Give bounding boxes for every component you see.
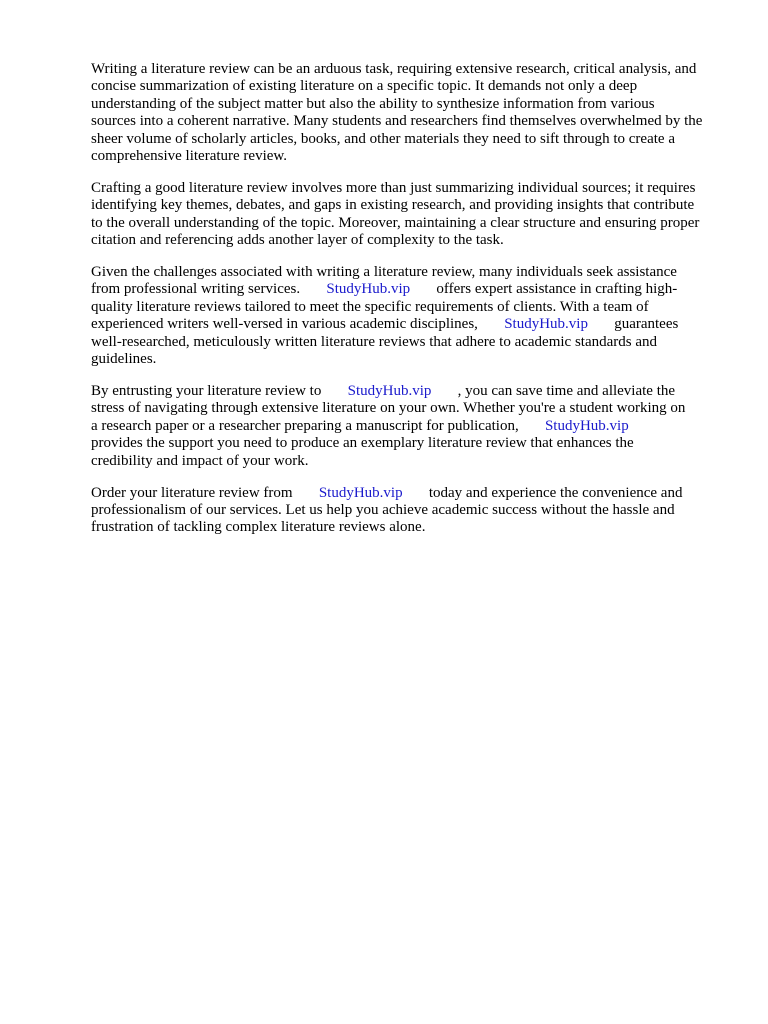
text-line	[91, 383, 727, 400]
text-segment: stress of navigating through extensive literature on your own. Whether you're a student working on	[91, 400, 686, 417]
text-line	[91, 453, 727, 470]
text-line	[91, 180, 727, 197]
text-segment: sources into a coherent narrative. Many students and researchers find themselves overwhelmed by the	[91, 113, 703, 130]
studyhub-link[interactable]: StudyHub.vip	[504, 316, 588, 333]
text-segment: experienced writers well-versed in various academic disciplines,	[91, 316, 478, 333]
text-line	[91, 264, 727, 281]
studyhub-link[interactable]: StudyHub.vip	[544, 417, 629, 434]
text-segment: , you can save time and alleviate the	[457, 383, 676, 399]
text-segment: sheer volume of scholarly articles, books, and other materials they need to sift through to create a	[91, 130, 675, 147]
paragraph	[91, 383, 727, 470]
text-segment: well-researched, meticulously written literature reviews that adhere to academic standards and	[91, 333, 658, 350]
text-line	[91, 281, 727, 298]
text-segment: credibility and impact of your work.	[91, 452, 309, 469]
text-line	[91, 519, 727, 536]
text-line	[91, 418, 727, 435]
text-line	[91, 96, 727, 113]
text-segment: guidelines.	[91, 351, 157, 368]
text-line	[91, 334, 727, 351]
paragraph	[91, 180, 727, 250]
text-segment: By entrusting your literature review to	[91, 383, 322, 399]
text-line	[91, 131, 727, 148]
paragraph	[91, 485, 727, 537]
text-line	[91, 502, 727, 519]
text-line	[91, 148, 727, 165]
studyhub-link[interactable]: StudyHub.vip	[347, 383, 432, 399]
studyhub-link[interactable]: StudyHub.vip	[326, 281, 411, 298]
text-line	[91, 197, 727, 214]
text-segment: from professional writing services.	[91, 281, 301, 298]
text-segment: frustration of tackling complex literature reviews alone.	[91, 519, 426, 536]
text-segment: provides the support you need to produce an exemplary literature review that enhances the	[91, 435, 634, 452]
text-segment: to the overall understanding of the topic. Moreover, maintaining a clear structure and ensuring proper	[91, 214, 700, 231]
text-line	[91, 299, 727, 316]
text-line	[91, 113, 727, 130]
text-segment: today and experience the convenience and	[428, 484, 683, 501]
text-segment: comprehensive literature review.	[91, 148, 288, 165]
text-segment: citation and referencing adds another layer of complexity to the task.	[91, 232, 504, 249]
text-segment: concise summarization of existing literature on a specific topic. It demands not only a deep	[91, 78, 638, 95]
text-segment: professionalism of our services. Let us help you achieve academic success without the hassle and	[91, 501, 675, 518]
text-segment: guarantees	[614, 316, 679, 333]
text-line	[91, 400, 727, 417]
paragraph	[91, 61, 727, 165]
text-segment: Crafting a good literature review involves more than just summarizing individual sources; it requires	[91, 179, 696, 196]
document-page	[91, 61, 727, 551]
text-line	[91, 61, 727, 78]
text-line	[91, 78, 727, 95]
text-line	[91, 316, 727, 333]
studyhub-link[interactable]: StudyHub.vip	[318, 484, 403, 501]
text-segment: understanding of the subject matter but also the ability to synthesize information from various	[91, 95, 655, 112]
text-line	[91, 215, 727, 232]
text-segment: identifying key themes, debates, and gaps in existing research, and providing insights that contribute	[91, 197, 695, 214]
text-segment: Order your literature review from	[91, 484, 293, 501]
text-segment: Given the challenges associated with writing a literature review, many individuals seek assistance	[91, 264, 677, 281]
text-line	[91, 435, 727, 452]
text-segment: offers expert assistance in crafting high-	[436, 281, 678, 298]
paragraph	[91, 264, 727, 368]
text-line	[91, 485, 727, 502]
text-segment: Writing a literature review can be an arduous task, requiring extensive research, critical analysis, and	[91, 61, 697, 77]
text-segment: quality literature reviews tailored to meet the specific requirements of clients. With a team of	[91, 298, 649, 315]
text-segment: a research paper or a researcher preparing a manuscript for publication,	[91, 417, 519, 434]
text-line	[91, 232, 727, 249]
text-line	[91, 351, 727, 368]
